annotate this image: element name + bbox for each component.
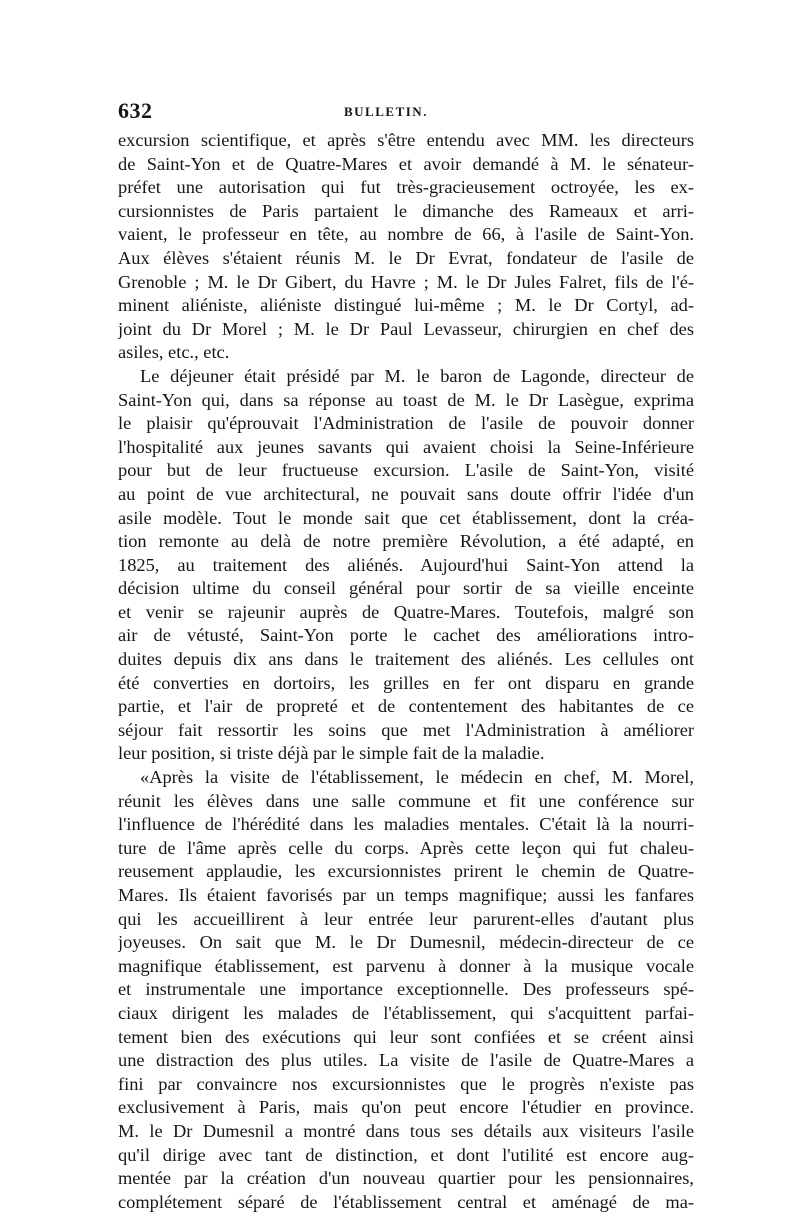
text-line: asile modèle. Tout le monde sait que cet établissement, dont la créa- xyxy=(118,507,694,528)
text-line: joyeuses. On sait que M. le Dr Dumesnil, médecin-directeur de ce xyxy=(118,932,694,953)
running-head: BULLETIN. xyxy=(344,104,428,119)
text-line: minent aliéniste, aliéniste distingué lui-même ; M. le Dr Cortyl, ad- xyxy=(118,295,694,316)
text-line: vaient, le professeur en tête, au nombre de 66, à l'asile de Saint-Yon. xyxy=(118,224,694,245)
page-header xyxy=(118,98,694,124)
text-line: fini par convaincre nos excursionnistes que le progrès n'existe pas xyxy=(118,1073,694,1094)
text-line: «Après la visite de l'établissement, le médecin en chef, M. Morel, xyxy=(140,767,694,788)
text-line: exclusivement à Paris, mais qu'on peut encore l'étudier en province. xyxy=(118,1097,694,1118)
text-line: 1825, au traitement des aliénés. Aujourd'hui Saint-Yon attend la xyxy=(118,554,694,575)
text-line: l'influence de l'hérédité dans les maladies mentales. C'était là la nourri- xyxy=(118,814,694,835)
text-line: ciaux dirigent les malades de l'établissement, qui s'acquittent parfai- xyxy=(118,1002,694,1023)
text-line: séjour fait ressortir les soins que met l'Administration à améliorer xyxy=(118,719,694,740)
text-line: au point de vue architectural, ne pouvait sans doute offrir l'idée d'un xyxy=(118,483,694,504)
text-line: leur position, si triste déjà par le simple fait de la maladie. xyxy=(118,743,545,764)
text-line: duites depuis dix ans dans le traitement des aliénés. Les cellules ont xyxy=(118,649,694,670)
text-line: Aux élèves s'étaient réunis M. le Dr Evrat, fondateur de l'asile de xyxy=(118,247,694,268)
text-line: air de vétusté, Saint-Yon porte le cachet des améliorations intro- xyxy=(118,625,694,646)
text-line: réunit les élèves dans une salle commune et fit une conférence sur xyxy=(118,790,694,811)
text-line: une distraction des plus utiles. La visite de l'asile de Quatre-Mares a xyxy=(118,1050,694,1071)
text-line: partie, et l'air de propreté et de contentement des habitantes de ce xyxy=(118,696,694,717)
text-line: l'hospitalité aux jeunes savants qui avaient choisi la Seine-Inférieure xyxy=(118,436,694,457)
text-line: tement bien des exécutions qui leur sont confiées et se créent ainsi xyxy=(118,1026,694,1047)
body-text xyxy=(118,129,694,1214)
text-line: qui les accueillirent à leur entrée leur parurent-elles d'autant plus xyxy=(118,908,694,929)
text-line: décision ultime du conseil général pour sortir de sa vieille enceinte xyxy=(118,578,694,599)
text-line: mentée par la création d'un nouveau quartier pour les pensionnaires, xyxy=(118,1168,694,1189)
text-line: ture de l'âme après celle du corps. Après cette leçon qui fut chaleu- xyxy=(118,837,694,858)
text-line: été converties en dortoirs, les grilles en fer ont disparu en grande xyxy=(118,672,694,693)
text-line: tion remonte au delà de notre première Révolution, a été adapté, en xyxy=(118,531,694,552)
text-line: Saint-Yon qui, dans sa réponse au toast de M. le Dr Lasègue, exprima xyxy=(118,389,694,410)
text-line: pour but de leur fructueuse excursion. L'asile de Saint-Yon, visité xyxy=(118,460,694,481)
text-line: joint du Dr Morel ; M. le Dr Paul Levasseur, chirurgien en chef des xyxy=(118,318,694,339)
text-line: préfet une autorisation qui fut très-gracieusement octroyée, les ex- xyxy=(118,177,694,198)
text-line: reusement applaudie, les excursionnistes prirent le chemin de Quatre- xyxy=(118,861,694,882)
text-line: Grenoble ; M. le Dr Gibert, du Havre ; M. le Dr Jules Falret, fils de l'é- xyxy=(118,271,694,292)
text-line: cursionnistes de Paris partaient le dimanche des Rameaux et arri- xyxy=(118,200,694,221)
text-line: M. le Dr Dumesnil a montré dans tous ses détails aux visiteurs l'asile xyxy=(118,1120,694,1141)
text-line: asiles, etc., etc. xyxy=(118,342,230,363)
text-line: le plaisir qu'éprouvait l'Administration de l'asile de pouvoir donner xyxy=(118,413,694,434)
text-line: excursion scientifique, et après s'être entendu avec MM. les directeurs xyxy=(118,130,694,150)
text-line: et instrumentale une importance exceptionnelle. Des professeurs spé- xyxy=(118,979,694,1000)
text-line: Le déjeuner était présidé par M. le baron de Lagonde, directeur de xyxy=(140,365,694,386)
text-line: de Saint-Yon et de Quatre-Mares et avoir demandé à M. le sénateur- xyxy=(118,153,694,174)
text-line: magnifique établissement, est parvenu à donner à la musique vocale xyxy=(118,955,694,976)
text-line: complétement séparé de l'établissement central et aménagé de ma- xyxy=(118,1191,694,1212)
text-line: Mares. Ils étaient favorisés par un temps magnifique; aussi les fanfares xyxy=(118,885,694,905)
text-line: qu'il dirige avec tant de distinction, et dont l'utilité est encore aug- xyxy=(118,1144,694,1165)
text-line: et venir se rajeunir auprès de Quatre-Mares. Toutefois, malgré son xyxy=(118,601,694,622)
page-number: 632 xyxy=(118,98,153,123)
